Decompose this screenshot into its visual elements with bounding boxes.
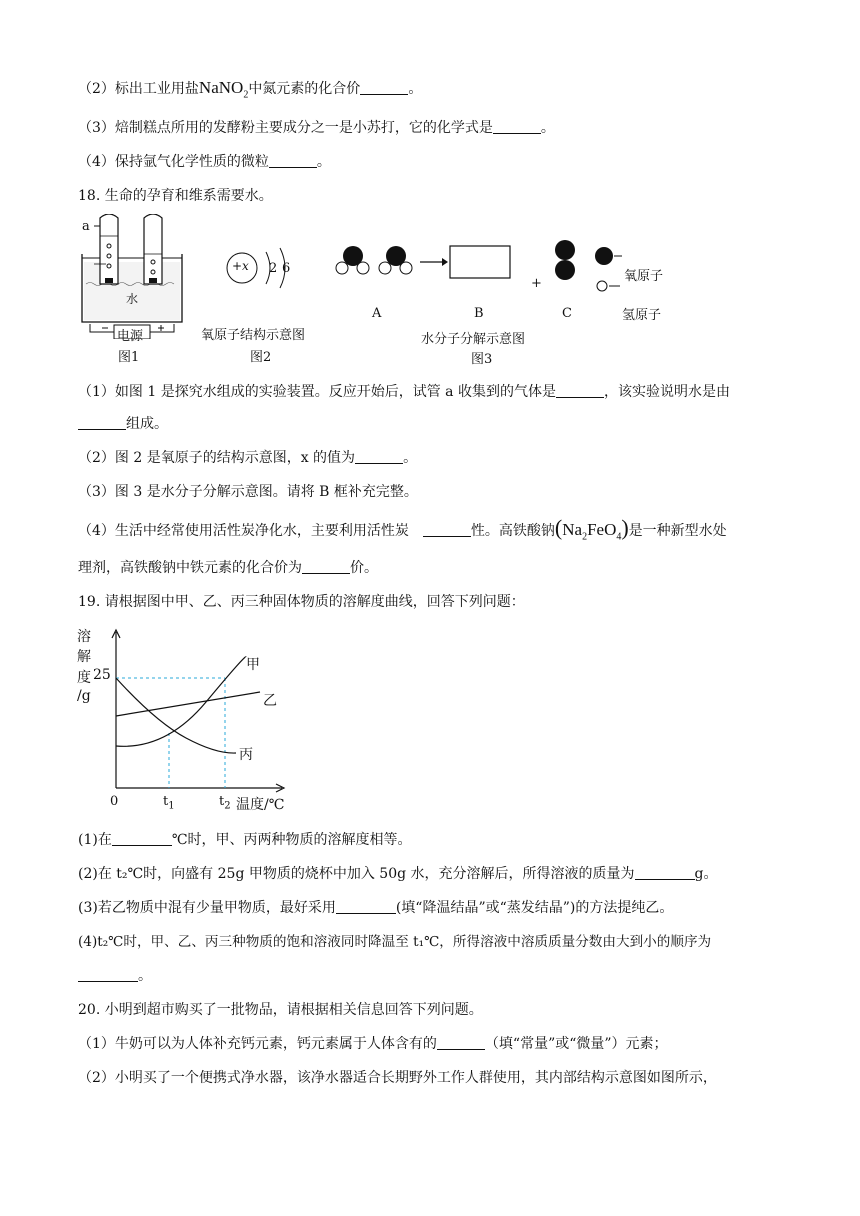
q19-part2: (2)在 t₂℃时，向盛有 25g 甲物质的烧杯中加入 50g 水，充分溶解后，所得溶液的质量为 g。 bbox=[78, 866, 718, 882]
q18-part4-line1: （4）生活中经常使用活性炭净化水，主要利用活性炭 性。高铁酸钠$(Na_2FeO_4)$是一种新型水处 bbox=[78, 515, 727, 543]
box-label-b: B bbox=[474, 306, 484, 321]
power-source-label: 电源 bbox=[117, 329, 144, 344]
answer-blank[interactable] bbox=[437, 1035, 485, 1050]
x-origin: 0 bbox=[110, 794, 119, 809]
formula-nano2: NaNO$_2$ bbox=[198, 78, 249, 101]
series-label-bing: 丙 bbox=[239, 747, 253, 763]
q19-part4-line1: (4)t₂℃时，甲、乙、丙三种物质的饱和溶液同时降温至 t₁℃，所得溶液中溶质质量分数由大到小的顺序为 bbox=[78, 934, 712, 950]
answer-blank[interactable] bbox=[423, 522, 471, 537]
q18-part3: （3）图 3 是水分子分解示意图。请将 B 框补充完整。 bbox=[78, 484, 418, 500]
q17-part3: （3）焙制糕点所用的发酵粉主要成分之一是小苏打，它的化学式是 。 bbox=[78, 120, 555, 136]
answer-blank[interactable] bbox=[78, 415, 126, 430]
water-decomposition-figure bbox=[330, 236, 670, 306]
q18-part4-line2: 理剂，高铁酸钠中铁元素的化合价为 价。 bbox=[78, 560, 378, 576]
y-tick-25: 25 bbox=[93, 667, 111, 683]
water-label: 水 bbox=[126, 292, 139, 306]
answer-blank[interactable] bbox=[360, 80, 408, 95]
answer-blank[interactable] bbox=[336, 899, 396, 914]
answer-blank[interactable] bbox=[302, 559, 350, 574]
x-axis-label: 温度/℃ bbox=[236, 797, 285, 813]
series-yi-curve bbox=[116, 692, 260, 716]
q20-title: 20. 小明到超市购买了一批物品，请根据相关信息回答下列问题。 bbox=[78, 1002, 483, 1018]
legend-oxygen-atom: 氧原子 bbox=[624, 269, 664, 284]
legend-hydrogen-atom: 氢原子 bbox=[622, 308, 662, 323]
q17-part4: （4）保持氩气化学性质的微粒 。 bbox=[78, 154, 331, 170]
q20-part1: （1）牛奶可以为人体补充钙元素，钙元素属于人体含有的 （填“常量”或“微量”）元素； bbox=[78, 1036, 668, 1052]
x-tick-t1: $t_1$ bbox=[163, 794, 175, 812]
formula-na2feo4: $(Na_2FeO_4)$ bbox=[554, 515, 629, 543]
series-bing-curve bbox=[116, 678, 236, 753]
tube-a-label: a bbox=[82, 219, 90, 234]
molecule-label-c: C bbox=[562, 306, 572, 321]
solubility-curve-chart bbox=[76, 622, 306, 818]
y-label-2: 解 bbox=[77, 649, 91, 665]
y-label-unit: /g bbox=[77, 688, 91, 704]
shell-1-electrons: 2 bbox=[269, 261, 278, 276]
answer-blank[interactable] bbox=[635, 865, 695, 880]
answer-blank[interactable] bbox=[556, 383, 604, 398]
y-label-1: 溶 bbox=[77, 629, 91, 645]
q18-part1-line1: （1）如图 1 是探究水组成的实验装置。反应开始后，试管 a 收集到的气体是 ，该实验说明水是由 bbox=[78, 384, 730, 400]
q18-part1-line2: 组成。 bbox=[78, 414, 168, 434]
q20-part2: （2）小明买了一个便携式净水器，该净水器适合长期野外工作人群使用，其内部结构示意图如图所示， bbox=[78, 1070, 717, 1086]
nucleus-charge: +x bbox=[232, 259, 249, 273]
answer-blank[interactable] bbox=[78, 967, 138, 982]
shell-2-electrons: 6 bbox=[282, 261, 291, 276]
q19-title: 19. 请根据图中甲、乙、丙三种固体物质的溶解度曲线，回答下列问题： bbox=[78, 594, 525, 610]
electrolysis-apparatus-figure bbox=[78, 214, 198, 339]
figure-2-description: 氧原子结构示意图 bbox=[201, 328, 306, 343]
x-tick-t2: $t_2$ bbox=[219, 794, 231, 812]
figure-3-caption: 图3 bbox=[471, 352, 493, 367]
answer-blank[interactable] bbox=[112, 831, 172, 846]
molecule-label-a: A bbox=[372, 306, 382, 321]
answer-blank[interactable] bbox=[355, 449, 403, 464]
figure-2-caption: 图2 bbox=[250, 350, 272, 365]
y-label-3: 度 bbox=[77, 670, 91, 686]
series-label-yi: 乙 bbox=[263, 693, 277, 709]
figure-1-caption: 图1 bbox=[118, 350, 140, 365]
q19-part4-line2: 。 bbox=[78, 966, 152, 986]
q18-title: 18. 生命的孕育和维系需要水。 bbox=[78, 188, 273, 204]
answer-blank[interactable] bbox=[493, 119, 541, 134]
q19-part1: (1)在 ℃时，甲、丙两种物质的溶解度相等。 bbox=[78, 832, 412, 848]
plus-sign: + bbox=[531, 276, 542, 291]
q18-part2: （2）图 2 是氧原子的结构示意图，x 的值为 。 bbox=[78, 450, 418, 466]
figure-3-description: 水分子分解示意图 bbox=[421, 332, 526, 347]
answer-blank[interactable] bbox=[269, 153, 317, 168]
q19-part3: (3)若乙物质中混有少量甲物质，最好采用 (填“降温结晶”或“蒸发结晶”)的方法提纯乙。 bbox=[78, 900, 674, 916]
q17-part2: （2）标出工业用盐NaNO$_2$中氮元素的化合价 。 bbox=[78, 78, 423, 101]
series-jia-curve bbox=[116, 657, 246, 746]
series-label-jia: 甲 bbox=[246, 657, 260, 673]
